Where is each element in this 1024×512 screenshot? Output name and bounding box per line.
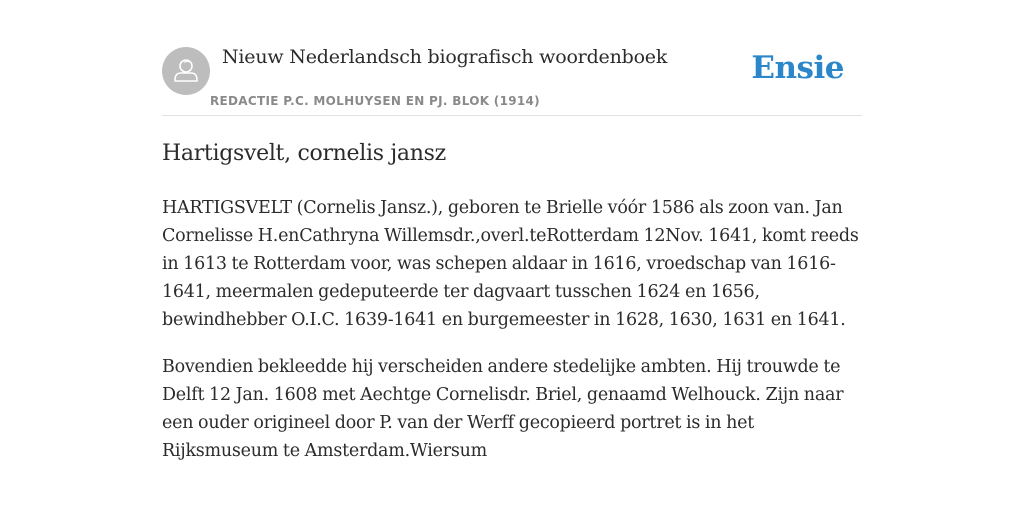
article: [162, 136, 862, 484]
ensie-logo[interactable]: Ensie: [751, 50, 844, 86]
user-icon: [162, 47, 210, 95]
source-editors: REDACTIE P.C. MOLHUYSEN EN PJ. BLOK (1914): [210, 94, 540, 108]
article-paragraph-2: Bovendien bekleedde hij verscheiden andere stedelijke ambten. Hij trouwde te Delft 12 Jan. 1608 met Aechtge Cornelisdr. Briel, genaamd Welhouck. Zijn naar een ouder origineel door P. van der Werff gecopieerd portret is in het Rijksmuseum te Amsterdam.Wiersum: [162, 357, 844, 461]
source-title[interactable]: Nieuw Nederlandsch biografisch woordenboek: [222, 46, 668, 68]
article-paragraph-1: HARTIGSVELT (Cornelis Jansz.), geboren te Brielle vóór 1586 als zoon van. Jan Cornelisse H.enCathryna Willemsdr.,overl.teRotterdam 12Nov. 1641, komt reeds in 1613 te Rotterdam voor, was schepen aldaar in 1616, vroedschap van 1616-1641, meermalen gedeputeerde ter dagvaart tusschen 1624 en 1656, bewindhebber O.I.C. 1639-1641 en burgemeester in 1628, 1630, 1631 en 1641.: [162, 198, 859, 330]
article-title: Hartigsvelt, cornelis jansz: [162, 141, 446, 166]
source-header: [162, 38, 862, 116]
